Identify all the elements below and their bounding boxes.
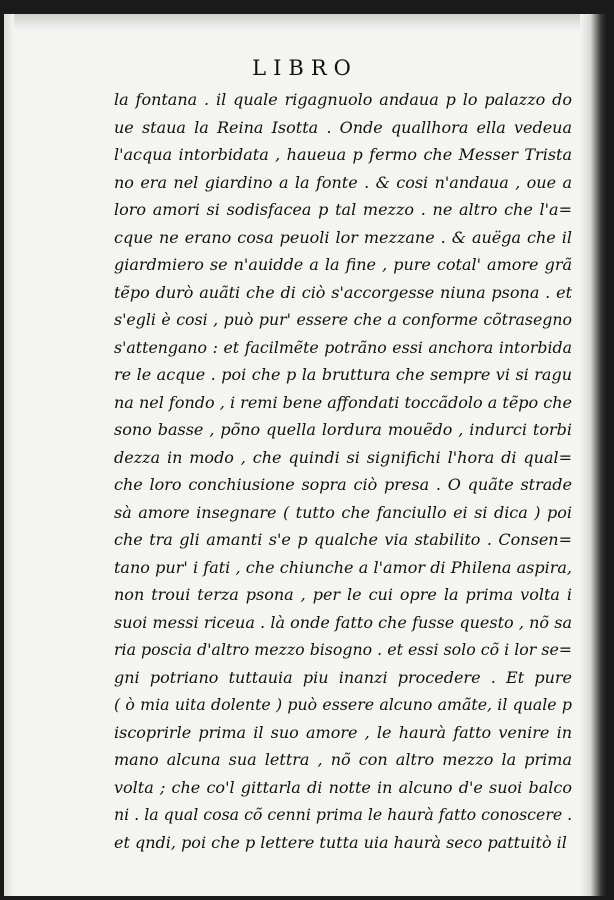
book-page xyxy=(4,14,606,896)
text-line: mano alcuna sua lettra , nõ con altro mezzo la prima xyxy=(114,750,572,769)
text-line: giardmiero se n'auidde a la fine , pure cotal' amore grã xyxy=(114,255,572,274)
text-line: ni . la qual cosa cõ cenni prima le haurà fatto conoscere . xyxy=(114,805,573,824)
text-line: sono basse , põno quella lordura mouẽdo , indurci torbi xyxy=(114,420,572,439)
text-line: loro amori si sodisfacea p tal mezzo . ne altro che l'a= xyxy=(114,200,572,219)
text-line: s'egli è cosi , può pur' essere che a conforme cõtrasegno xyxy=(114,310,572,329)
text-line: ue staua la Reina Isotta . Onde quallhora ella vedeua xyxy=(114,117,572,137)
page-gutter-edge xyxy=(580,14,606,896)
text-line: gni potriano tuttauia piu inanzi procedere . Et pure xyxy=(114,667,572,687)
text-line: che tra gli amanti s'e p qualche via stabilito . Consen= xyxy=(114,530,572,549)
body-text xyxy=(114,86,572,856)
text-line: s'attengano : et facilmẽte potrãno essi anchora intorbida xyxy=(114,337,572,357)
text-line: la fontana . il quale rigagnuolo andaua p lo palazzo do xyxy=(114,90,572,109)
page-left-shadow xyxy=(4,14,14,896)
text-line: iscoprirle prima il suo amore , le haurà fatto venire in xyxy=(114,722,572,742)
running-header: LIBRO xyxy=(252,56,358,80)
text-line: re le acque . poi che p la bruttura che sempre vi si ragu xyxy=(114,365,572,384)
text-line: non troui terza psona , per le cui opre la prima volta i xyxy=(114,585,572,604)
text-line: tano pur' i fati , che chiunche a l'amor di Philena aspira, xyxy=(114,557,572,577)
text-line: tẽpo durò auãti che di ciò s'accorgesse niuna psona . et xyxy=(114,282,572,302)
text-line: volta ; che co'l gittarla di notte in alcuno d'e suoi balco xyxy=(114,777,572,797)
text-line: suoi messi riceua . là onde fatto che fusse questo , nõ sa xyxy=(114,612,572,632)
text-line: ria poscia d'altro mezzo bisogno . et essi solo cõ i lor se= xyxy=(114,640,572,659)
text-line: che loro conchiusione sopra ciò presa . O quãte strade xyxy=(114,475,572,494)
text-line: ( ò mia uita dolente ) può essere alcuno amãte, il quale p xyxy=(114,695,572,714)
text-line: na nel fondo , i remi bene affondati toccãdolo a tẽpo che xyxy=(114,392,572,412)
text-line: dezza in modo , che quindi si significhi l'hora di qual= xyxy=(114,447,572,467)
text-line: l'acqua intorbidata , haueua p fermo che Messer Trista xyxy=(114,145,572,164)
text-line: cque ne erano cosa peuoli lor mezzane . & auëga che il xyxy=(114,227,572,247)
text-line: et qndi, poi che p lettere tutta uia haurà seco pattuitò il xyxy=(114,832,567,852)
text-line: no era nel giardino a la fonte . & cosi n'andaua , oue a xyxy=(114,172,572,192)
text-line: sà amore insegnare ( tutto che fanciullo ei si dica ) poi xyxy=(114,502,572,522)
page-top-shadow xyxy=(4,14,606,30)
